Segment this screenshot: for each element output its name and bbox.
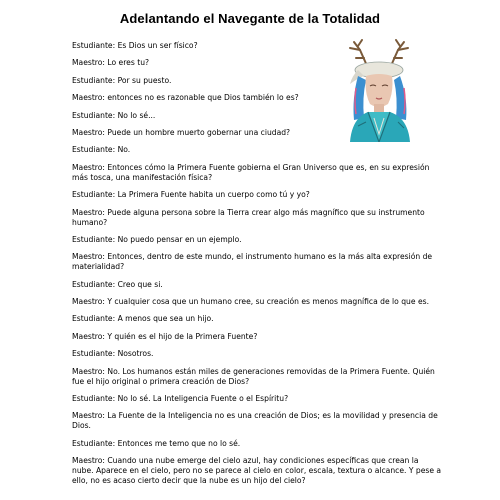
- dialogue-line: Maestro: Lo eres tu?: [72, 58, 150, 68]
- dialogue-line: Estudiante: Es Dios un ser físico?: [72, 41, 198, 50]
- dialogue-line: Maestro: Puede un hombre muerto gobernar una ciudad?: [72, 127, 291, 137]
- dialogue-line: Estudiante: Por su puesto.: [72, 75, 172, 85]
- page-title: Adelantando el Navegante de la Totalidad: [119, 11, 381, 26]
- dialogue-line: Maestro: No. Los humanos están miles de generaciones removidas de la Primera Fuente. Quién fue el hijo original o primera creación de Dios?: [72, 366, 435, 386]
- dialogue-line: Maestro: Entonces, dentro de este mundo, el instrumento humano es la más alta expresión de materialidad?: [72, 252, 433, 272]
- dialogue-line: Estudiante: Nosotros.: [72, 349, 154, 359]
- dialogue-line: Estudiante: Entonces me temo que no lo sé.: [72, 438, 241, 448]
- dialogue-line: Estudiante: No.: [72, 145, 131, 155]
- dialogue-line: Estudiante: La Primera Fuente habita un cuerpo como tú y yo?: [72, 190, 310, 200]
- dialogue: [72, 41, 442, 494]
- dialogue-line: Maestro: Cuando una nube emerge del cielo azul, hay condiciones específicas que crean la nube. Aparece en el cielo, pero no se parece al cielo en color, escala, textura o alcance. Y pese a ello, no es acaso cierto decir que la nube es un hijo del cielo?: [72, 456, 442, 486]
- dialogue-line: Maestro: Y cualquier cosa que un humano cree, su creación es menos magnífica de lo que es.: [72, 297, 429, 307]
- dialogue-line: Maestro: La Fuente de la Inteligencia no es una creación de Dios; es la movilidad y presencia de Dios.: [72, 411, 438, 431]
- dialogue-line: Maestro: entonces no es razonable que Dios también lo es?: [72, 93, 299, 103]
- dialogue-line: Estudiante: Creo que si.: [72, 279, 163, 289]
- dialogue-line: Maestro: Puede alguna persona sobre la Tierra crear algo más magnífico que su instrumento humano?: [72, 207, 425, 227]
- dialogue-line: Maestro: Entonces cómo la Primera Fuente gobierna el Gran Universo que es, en su expresión más tosca, una manifestación física?: [72, 162, 430, 182]
- dialogue-line: Estudiante: No lo sé. La Inteligencia Fuente o el Espíritu?: [72, 394, 289, 404]
- dialogue-line: Estudiante: A menos que sea un hijo.: [72, 314, 214, 324]
- dialogue-line: Estudiante: No puedo pensar en un ejemplo.: [72, 234, 242, 244]
- dialogue-line: Estudiante: No lo sé...: [72, 110, 156, 120]
- dialogue-line: Maestro: Y quién es el hijo de la Primera Fuente?: [72, 331, 258, 341]
